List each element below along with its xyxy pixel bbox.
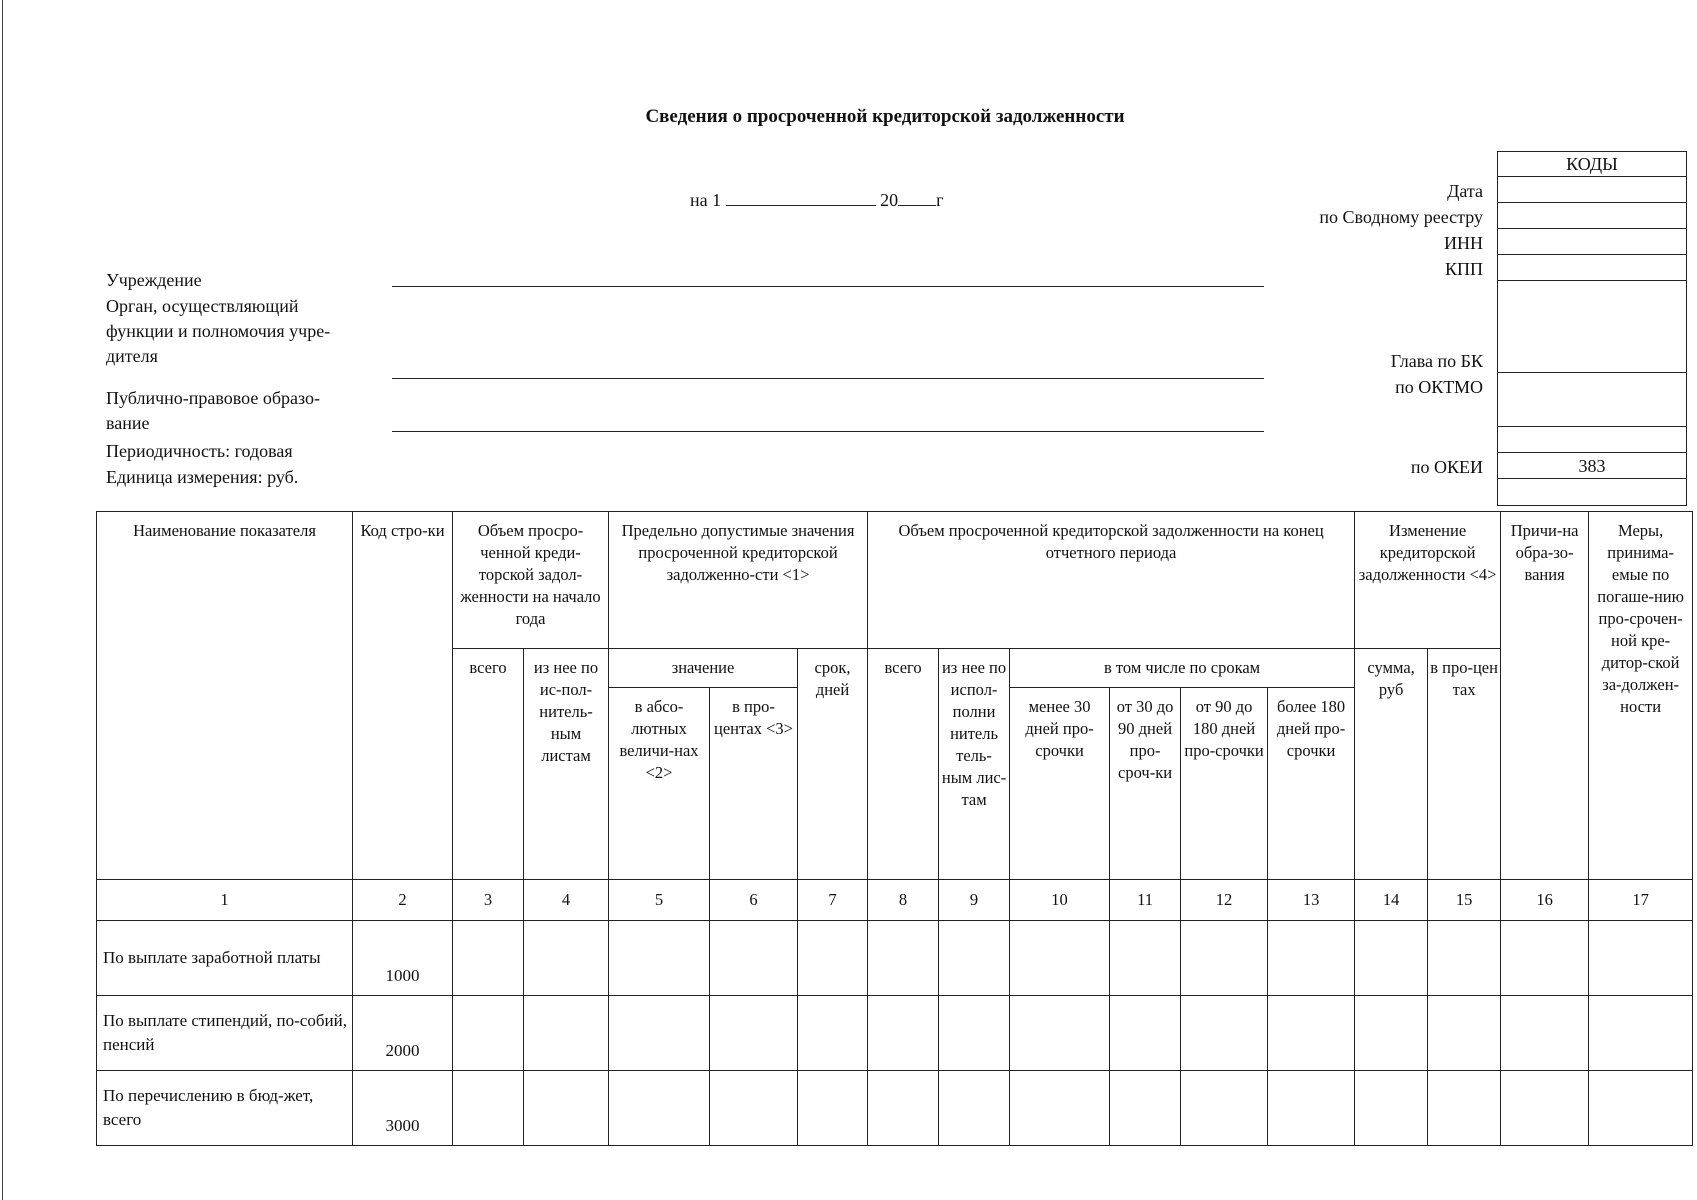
data-cell-col-8[interactable] <box>868 921 939 996</box>
code-label-date: Дата <box>1447 181 1483 201</box>
col-header-value: значение <box>609 649 798 688</box>
col-header-9-writs: из нее по испол-полни нитель тель-ным лис-там <box>939 649 1010 880</box>
data-cell-col-9[interactable] <box>939 996 1010 1071</box>
data-cell-col-8[interactable] <box>868 1071 939 1146</box>
col-number: 6 <box>710 880 798 921</box>
data-cell-col-14[interactable] <box>1355 921 1428 996</box>
code-label-inn: ИНН <box>1444 233 1483 253</box>
col-header-start-of-year: Объем просро-ченной креди-торской задол-женности на начало года <box>453 512 609 649</box>
data-cell-col-5[interactable] <box>609 996 710 1071</box>
data-cell-col-16[interactable] <box>1501 1071 1589 1146</box>
unit-label: Единица измерения: руб. <box>106 467 299 487</box>
data-cell-col-7[interactable] <box>798 921 868 996</box>
code-label-oktmo: по ОКТМО <box>1395 377 1483 397</box>
code-cell-bk[interactable] <box>1498 281 1687 373</box>
data-cell-col-5[interactable] <box>609 921 710 996</box>
codes-box <box>1497 151 1687 506</box>
row-name: По перечислению в бюд-жет, всего <box>97 1071 353 1146</box>
col-header-8-total: всего <box>868 649 939 880</box>
code-label-kpp: КПП <box>1444 259 1483 279</box>
codes-header: КОДЫ <box>1498 152 1687 177</box>
table-body <box>97 921 1693 1146</box>
form-title: Сведения о просроченной кредиторской задолженности <box>645 106 1125 127</box>
data-cell-col-14[interactable] <box>1355 996 1428 1071</box>
data-cell-col-16[interactable] <box>1501 921 1589 996</box>
data-cell-col-16[interactable] <box>1501 996 1589 1071</box>
code-label-bk: Глава по БК <box>1390 351 1483 371</box>
code-cell-blank[interactable] <box>1498 427 1687 453</box>
col-header-by-terms: в том числе по срокам <box>1010 649 1355 688</box>
data-cell-col-3[interactable] <box>453 996 524 1071</box>
column-numbers-row <box>97 880 1693 921</box>
table-row <box>97 921 1693 996</box>
date-prefix: на 1 <box>690 190 722 210</box>
date-year-field[interactable] <box>898 187 936 206</box>
col-header-limits: Предельно допустимые значения просроченной кредиторской задолженно-сти <1> <box>609 512 868 649</box>
col-header-change: Изменение кредиторской задолженности <4> <box>1355 512 1501 649</box>
code-cell-kpp[interactable] <box>1498 255 1687 281</box>
data-cell-col-4[interactable] <box>524 1071 609 1146</box>
col-number: 9 <box>939 880 1010 921</box>
data-cell-col-11[interactable] <box>1110 1071 1181 1146</box>
date-year-prefix: 20 <box>880 190 899 210</box>
col-header-row-code: Код стро-ки <box>353 512 453 880</box>
page-left-edge <box>2 0 3 1200</box>
col-header-3-total: всего <box>453 649 524 880</box>
data-cell-col-14[interactable] <box>1355 1071 1428 1146</box>
data-cell-col-8[interactable] <box>868 996 939 1071</box>
col-header-cause: Причи-на обра-зо-вания <box>1501 512 1589 880</box>
col-header-14-sum: сумма, руб <box>1355 649 1428 880</box>
col-header-indicator: Наименование показателя <box>97 512 353 880</box>
periodicity-label: Периодичность: годовая <box>106 441 293 461</box>
institution-label: Учреждение <box>106 270 202 290</box>
date-day-month-field[interactable] <box>726 187 876 206</box>
data-cell-col-4[interactable] <box>524 996 609 1071</box>
col-number: 16 <box>1501 880 1589 921</box>
data-cell-col-6[interactable] <box>710 1071 798 1146</box>
col-header-12-90-180: от 90 до 180 дней про-срочки <box>1181 688 1268 880</box>
col-number: 5 <box>609 880 710 921</box>
data-cell-col-17[interactable] <box>1589 921 1693 996</box>
col-number: 14 <box>1355 880 1428 921</box>
data-cell-col-10[interactable] <box>1010 1071 1110 1146</box>
data-cell-col-10[interactable] <box>1010 996 1110 1071</box>
col-header-measures: Меры, принима-емые по погаше-нию про-срочен-ной кре-дитор-ской за-должен-ности <box>1589 512 1693 880</box>
col-header-15-percent: в про-цен тах <box>1428 649 1501 880</box>
date-suffix: г <box>936 190 944 210</box>
col-header-10-under-30: менее 30 дней про-срочки <box>1010 688 1110 880</box>
col-number: 2 <box>353 880 453 921</box>
data-cell-col-7[interactable] <box>798 996 868 1071</box>
data-cell-col-5[interactable] <box>609 1071 710 1146</box>
col-number: 3 <box>453 880 524 921</box>
row-code: 1000 <box>353 921 453 996</box>
data-cell-col-15[interactable] <box>1428 1071 1501 1146</box>
col-header-end-of-period: Объем просроченной кредиторской задолженности на конец отчетного периода <box>868 512 1355 649</box>
col-number: 17 <box>1589 880 1693 921</box>
data-cell-col-3[interactable] <box>453 1071 524 1146</box>
overdue-payables-table <box>96 511 1693 1146</box>
code-cell-oktmo[interactable] <box>1498 373 1687 427</box>
data-cell-col-12[interactable] <box>1181 996 1268 1071</box>
data-cell-col-6[interactable] <box>710 996 798 1071</box>
table-row <box>97 996 1693 1071</box>
public-entity-field-line[interactable] <box>392 431 1264 432</box>
data-cell-col-13[interactable] <box>1268 1071 1355 1146</box>
col-number: 12 <box>1181 880 1268 921</box>
col-header-5-absolute: в абсо-лютных величи-нах <2> <box>609 688 710 880</box>
institution-field-line[interactable] <box>392 286 1264 287</box>
col-header-13-over-180: более 180 дней про-срочки <box>1268 688 1355 880</box>
col-number: 7 <box>798 880 868 921</box>
col-header-7-days: срок, дней <box>798 649 868 880</box>
data-cell-col-17[interactable] <box>1589 1071 1693 1146</box>
data-cell-col-6[interactable] <box>710 921 798 996</box>
data-cell-col-15[interactable] <box>1428 996 1501 1071</box>
row-name: По выплате стипендий, по-собий, пенсий <box>97 996 353 1071</box>
data-cell-col-4[interactable] <box>524 921 609 996</box>
report-date-line <box>690 187 944 211</box>
data-cell-col-10[interactable] <box>1010 921 1110 996</box>
public-entity-label: Публично-правовое образо- вание <box>106 388 320 433</box>
code-cell-inn[interactable] <box>1498 229 1687 255</box>
data-cell-col-9[interactable] <box>939 921 1010 996</box>
code-label-okei: по ОКЕИ <box>1410 457 1483 477</box>
row-code: 2000 <box>353 996 453 1071</box>
data-cell-col-12[interactable] <box>1181 1071 1268 1146</box>
data-cell-col-13[interactable] <box>1268 921 1355 996</box>
col-header-6-percent: в про-центах <3> <box>710 688 798 880</box>
founder-body-label: Орган, осуществляющий функции и полномочия учре- дителя <box>106 296 331 366</box>
data-cell-col-3[interactable] <box>453 921 524 996</box>
code-cell-registry[interactable] <box>1498 203 1687 229</box>
col-number: 8 <box>868 880 939 921</box>
code-cell-date[interactable] <box>1498 177 1687 203</box>
code-label-registry: по Сводному реестру <box>1319 207 1483 227</box>
code-cell-okei: 383 <box>1498 453 1687 479</box>
founder-body-field-line[interactable] <box>392 378 1264 379</box>
code-cell-bottom[interactable] <box>1498 479 1687 506</box>
data-cell-col-9[interactable] <box>939 1071 1010 1146</box>
col-number: 1 <box>97 880 353 921</box>
data-cell-col-15[interactable] <box>1428 921 1501 996</box>
data-cell-col-12[interactable] <box>1181 921 1268 996</box>
col-number: 4 <box>524 880 609 921</box>
col-number: 10 <box>1010 880 1110 921</box>
data-cell-col-11[interactable] <box>1110 921 1181 996</box>
data-cell-col-17[interactable] <box>1589 996 1693 1071</box>
col-header-4-writs: из нее по ис-пол-нитель-ным листам <box>524 649 609 880</box>
data-cell-col-7[interactable] <box>798 1071 868 1146</box>
col-number: 11 <box>1110 880 1181 921</box>
row-name: По выплате заработной платы <box>97 921 353 996</box>
table-row <box>97 1071 1693 1146</box>
data-cell-col-13[interactable] <box>1268 996 1355 1071</box>
col-header-11-30-90: от 30 до 90 дней про-сроч-ки <box>1110 688 1181 880</box>
col-number: 15 <box>1428 880 1501 921</box>
data-cell-col-11[interactable] <box>1110 996 1181 1071</box>
col-number: 13 <box>1268 880 1355 921</box>
row-code: 3000 <box>353 1071 453 1146</box>
